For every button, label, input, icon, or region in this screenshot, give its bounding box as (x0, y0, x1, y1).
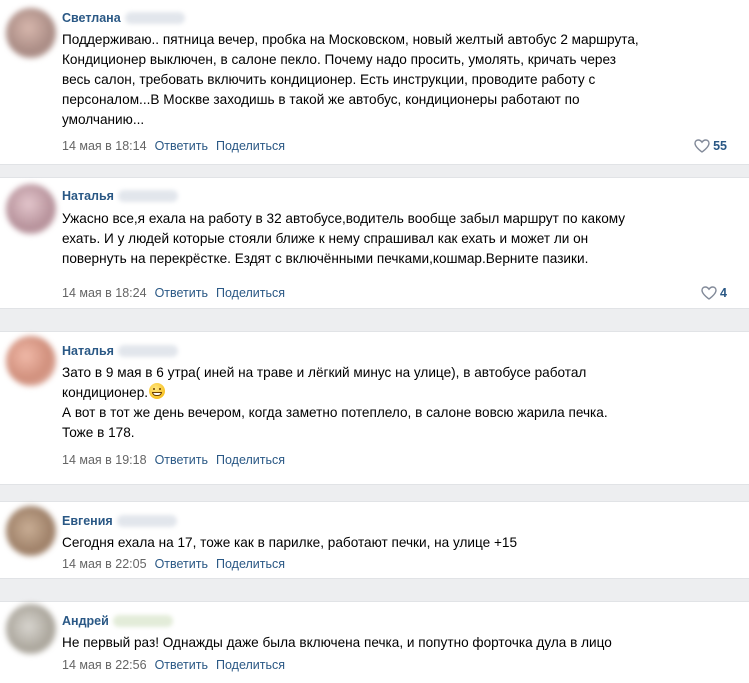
author-surname-redacted (118, 345, 178, 357)
comment-item (0, 602, 749, 683)
share-link[interactable]: Поделиться (216, 557, 286, 571)
author-row (62, 187, 178, 205)
comment-meta (62, 451, 285, 469)
heart-icon (701, 286, 717, 300)
avatar[interactable] (6, 336, 56, 386)
grinning-sweat-emoji-icon (149, 383, 165, 399)
comment-text (62, 633, 722, 653)
heart-icon (694, 139, 710, 153)
like-count: 55 (713, 139, 727, 153)
comment-meta (62, 555, 285, 573)
share-link[interactable]: Поделиться (216, 658, 286, 672)
comment-line: А вот в тот же день вечером, когда заметно потеплело, в салоне вовсю жарила печка. (62, 405, 608, 420)
avatar[interactable] (6, 604, 56, 654)
avatar[interactable] (6, 184, 56, 234)
comment-meta (62, 137, 285, 155)
comment-line: Кондиционер выключен, в салоне пекло. Почему надо просить, умолять, кричать через (62, 52, 616, 67)
comment-line: Зато в 9 мая в 6 утра( иней на траве и лёгкий минус на улице), в автобусе работал (62, 365, 587, 380)
author-row (62, 512, 177, 530)
comment-line: повернуть на перекрёстке. Ездят с включёнными печками,кошмар.Верните пазики. (62, 251, 589, 266)
author-surname-redacted (118, 190, 178, 202)
author-row (62, 9, 185, 27)
author-surname-redacted (125, 12, 185, 24)
reply-link[interactable]: Ответить (154, 453, 208, 467)
comment-item (0, 0, 749, 164)
comment-line: Сегодня ехала на 17, тоже как в парилке, работают печки, на улице +15 (62, 535, 518, 550)
comment-line: ехать. И у людей которые стояли ближе к нему спрашивал как ехать и может ли он (62, 231, 589, 246)
author-name[interactable]: Наталья (62, 344, 114, 358)
comment-line: Поддерживаю.. пятница вечер, пробка на Московском, новый желтый автобус 2 маршрута, (62, 32, 639, 47)
comment-separator (0, 308, 749, 332)
comment-line: персоналом...В Москве заходишь в такой же автобус, кондиционеры работают по (62, 92, 580, 107)
author-name[interactable]: Евгения (62, 514, 113, 528)
comment-separator (0, 484, 749, 502)
like-button[interactable] (694, 137, 727, 155)
share-link[interactable]: Поделиться (216, 453, 286, 467)
comment-line: умолчанию... (62, 112, 145, 127)
author-surname-redacted (117, 515, 177, 527)
comment-line: Не первый раз! Однажды даже была включена печка, и попутно форточка дула в лицо (62, 635, 612, 650)
share-link[interactable]: Поделиться (216, 286, 286, 300)
comment-date[interactable]: 14 мая в 18:14 (62, 139, 147, 153)
comment-meta (62, 284, 285, 302)
comment-line: Ужасно все,я ехала на работу в 32 автобусе,водитель вообще забыл маршрут по какому (62, 211, 626, 226)
author-name[interactable]: Светлана (62, 11, 121, 25)
author-row (62, 342, 178, 360)
reply-link[interactable]: Ответить (154, 139, 208, 153)
comment-date[interactable]: 14 мая в 22:05 (62, 557, 147, 571)
comment-line: весь салон, требовать включить кондиционер. Есть инструкции, проводите работу с (62, 72, 596, 87)
comment-date[interactable]: 14 мая в 22:56 (62, 658, 147, 672)
reply-link[interactable]: Ответить (154, 557, 208, 571)
author-row (62, 612, 173, 630)
reply-link[interactable]: Ответить (154, 658, 208, 672)
like-button[interactable] (701, 284, 727, 302)
comment-line: Тоже в 178. (62, 425, 135, 440)
comment-meta (62, 656, 285, 674)
author-surname-redacted (113, 615, 173, 627)
like-count: 4 (720, 286, 727, 300)
comment-item (0, 178, 749, 308)
avatar[interactable] (6, 506, 56, 556)
comment-line: кондиционер. (62, 385, 149, 400)
comment-line-with-emoji (62, 383, 722, 403)
comment-separator (0, 578, 749, 602)
comment-text (62, 209, 722, 269)
author-name[interactable]: Наталья (62, 189, 114, 203)
author-name[interactable]: Андрей (62, 614, 109, 628)
comment-date[interactable]: 14 мая в 19:18 (62, 453, 147, 467)
comment-date[interactable]: 14 мая в 18:24 (62, 286, 147, 300)
reply-link[interactable]: Ответить (154, 286, 208, 300)
comment-separator (0, 164, 749, 178)
comment-item (0, 332, 749, 484)
comment-text (62, 363, 722, 443)
avatar[interactable] (6, 8, 56, 58)
comment-text (62, 533, 722, 553)
share-link[interactable]: Поделиться (216, 139, 286, 153)
comment-text (62, 30, 722, 130)
